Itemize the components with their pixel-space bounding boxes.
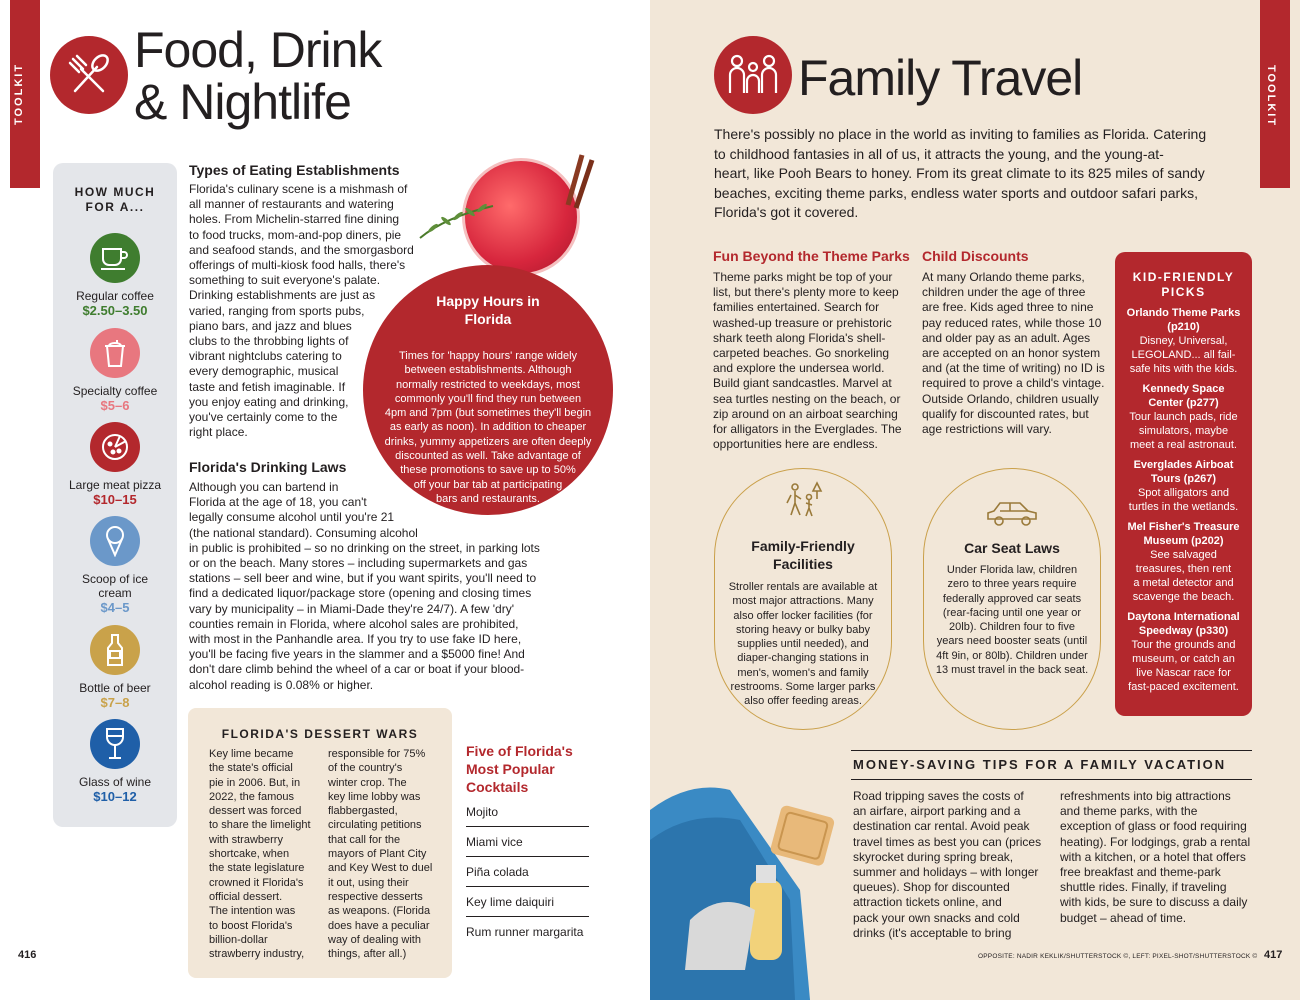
price-item-regular-coffee: Regular coffee $2.50–3.50 [53,233,177,319]
cinnamon-stick-image [560,150,600,210]
eating-heading: Types of Eating Establishments [189,162,400,178]
kid-pick-item: Daytona International Speedway (p330) Tour the grounds and museum, or catch an live Nascar race for fast-paced excitement. [1127,611,1240,693]
price-item-specialty-coffee: Specialty coffee $5–6 [53,328,177,414]
tips-bottom-rule [851,779,1252,780]
child-discounts-body: At many Orlando theme parks, children under the age of three are free. Kids aged three to nine pay reduced rates, while those 10 and older pay as an adult. Ages are accepted on an honor system and (at the time of writing) no ID is required to prove a child's vintage. Outside Orlando, children usually qualify for discounted rates, but age restrictions will vary. [922,270,1105,437]
pizza-icon [90,422,140,472]
wine-glass-icon [90,719,140,769]
car-seat-laws-body: Under Florida law, children zero to three years require federally approved car seats (rear-facing until one year or 20lb). Children four to five years need booster seats (until 4ft 9in, or 80lb). Children under 13 must travel in the back seat. [935,564,1089,677]
page-number-left: 416 [18,949,37,961]
car-seat-laws-callout [923,468,1101,730]
eating-body: Florida's culinary scene is a mishmash of all manner of restaurants and watering holes. From Michelin-starred fine dining to food trucks, mom-and-pop diners, pie and seafood stands, and the smorgasbord offerings of multi-kiosk food halls, there's something to suit everyone's palate. Drinking establishments are just as varied, ranging from sports pubs, piano bars, and jazz and blues clubs to the throbbing lights of vibrant nightclubs catering to every demographic, musical taste and fetish imaginable. If you enjoy eating and drinking, you've certainly come to the right place. [189,182,414,440]
dessert-wars-col2: responsible for 75% of the country's winter crop. The key lime lobby was flabbergasted, circulating petitions that call for the mayors of Plant City and Key West to duel it out, using their respective desserts as weapons. (Florida does have a peculiar way of dealing with things, after all.) [328,748,433,961]
tips-col1: Road tripping saves the costs of an airfare, airport parking and a destination car rental. Avoid peak travel times as best you can (prices skyrocket during spring break, summer and holidays – with longer queues). Shop for discounted attraction tickets online, and pack your own snacks and cold drinks (it's acceptable to bring [853,789,1042,940]
tips-col2: refreshments into big attractions and theme parks, with the exception of glass or food requiring heating). For lodgings, grab a rental with a kitchen, or a hotel that offers free breakfast and theme-park shuttle rides. Finally, if traveling with kids, be sure to discuss a daily budget – ahead of time. [1060,789,1251,925]
list-item: Miami vice [466,827,589,857]
list-item: Piña colada [466,857,589,887]
kid-pick-item: Mel Fisher's Treasure Museum (p202) See salvaged treasures, then rent a metal detector and scavenge the beach. [1127,521,1240,603]
price-item-beer: Bottle of beer $7–8 [53,625,177,711]
child-discounts-section [922,247,1117,437]
fun-beyond-section [713,247,913,452]
price-item-pizza: Large meat pizza $10–15 [53,422,177,508]
rosemary-garnish-image [418,188,498,248]
happy-hours-title: Happy Hours in Florida [436,293,540,327]
drinking-laws-section [189,458,569,693]
price-item-ice-cream: Scoop of ice cream $4–5 [53,516,177,616]
sidebar-heading: HOW MUCH FOR A... [74,185,156,214]
coffee-cup-icon [90,233,140,283]
dessert-wars-col1: Key lime became the state's official pie in 2006. But, in 2022, the famous dessert was forced to share the limelight with strawberry shortcake, when the state legislature crowned it Florida's official dessert. The intention was to boost Florida's billion-dollar strawberry industry, [209,748,311,961]
toolkit-tab-label: TOOLKIT [13,62,26,126]
dessert-wars-heading: FLORIDA'S DESSERT WARS [221,727,419,741]
fun-beyond-body: Theme parks might be top of your list, but there's plenty more to keep families entertained. Search for washed-up treasure or prehistoric shark teeth along Florida's shell- carpeted beaches. Go snorkeling and explore the undersea world. Build giant sandcastles. Marvel at sea turtles nesting on the beach, or zip around on an airboat searching for alligators in the Everglades. The opportunities here are endless. [713,270,902,452]
page-number-right: 417 [1264,949,1283,961]
list-item: Rum runner margarita [466,925,584,939]
fun-beyond-heading: Fun Beyond the Theme Parks [713,248,910,264]
family-icon [714,36,792,114]
toolkit-tab-label: TOOLKIT [1265,64,1278,128]
toolkit-tab-left [10,0,40,188]
child-discounts-heading: Child Discounts [922,248,1029,264]
list-item: Mojito [466,797,589,827]
car-seat-laws-title: Car Seat Laws [964,540,1060,556]
tips-heading: MONEY-SAVING TIPS FOR A FAMILY VACATION [853,757,1227,772]
cocktails-heading: Five of Florida's Most Popular Cocktails [466,743,573,795]
page-title-right: Family Travel [798,50,1083,106]
family-facilities-body: Stroller rentals are available at most major attractions. Many also offer locker facilities (for storing heavy or bulky baby supplies until needed), and diaper-changing stations in men's, women's and family restrooms. Some larger parks also offer feeding areas. [728,581,878,708]
photo-credits: OPPOSITE: NADIR KEKLIK/SHUTTERSTOCK ©, LEFT: PIXEL-SHOT/SHUTTERSTOCK © [978,953,1258,960]
family-facilities-title: Family-Friendly Facilities [751,538,855,572]
kid-pick-item: Orlando Theme Parks (p210) Disney, Universal, LEGOLAND... all fail- safe hits with the kids. [1126,307,1241,375]
kid-pick-item: Everglades Airboat Tours (p267) Spot alligators and turtles in the wetlands. [1128,459,1239,513]
price-sidebar [53,163,177,827]
specialty-coffee-icon [90,328,140,378]
ice-cream-icon [90,516,140,566]
kid-pick-item: Kennedy Space Center (p277) Tour launch pads, ride simulators, maybe meet a real astronaut. [1129,383,1238,451]
dessert-wars-box [188,708,452,978]
price-item-wine: Glass of wine $10–12 [53,719,177,805]
drinking-laws-body: Although you can bartend in Florida at the age of 18, you can't legally consume alcohol until you're 21 (the national standard). Consuming alcohol in public is prohibited – so no drinking on the street, in parking lots or on the beach. Many stores – including supermarkets and gas stations – sell beer and wine, but if you want spirits, you'll need to find a dedicated liquor/package store (opening and closing times vary by municipality – in Miami-Dade they're 24/7). A few 'dry' counties remain in Florida, where alcohol sales are prohibited, with most in the Panhandle area. If you try to use fake ID here, you'll be facing five years in the slammer and a $5000 fine! And don't dare climb behind the wheel of a car or boat if your blood- alcohol reading is 0.08% or higher. [189,480,540,692]
kid-friendly-picks-box [1115,252,1252,716]
page-title-left: Food, Drink & Nightlife [134,22,382,130]
list-item: Key lime daiquiri [466,887,589,917]
cooler-bag-photo [650,770,850,1000]
family-facilities-callout [714,468,892,730]
cocktails-list [466,797,589,946]
kid-picks-heading: KID-FRIENDLY PICKS [1132,270,1235,299]
happy-hours-body: Times for 'happy hours' range widely between establishments. Although normally restricted to weekdays, most commonly you'll find they run between 4pm and 7pm (but sometimes they'll begin as early as noon). In addition to cheaper drinks, yummy appetizers are often deeply discounted as well. Take advantage of these promotions to save up to 50% off your bar tab at participating bars and restaurants. [384,350,592,505]
beer-bottle-icon [90,625,140,675]
family-hiking-icon [781,479,825,523]
drinking-laws-heading: Florida's Drinking Laws [189,459,347,475]
tips-top-rule [851,750,1252,751]
fork-knife-icon [50,36,128,114]
car-icon [984,499,1040,529]
intro-paragraph: There's possibly no place in the world as inviting to families as Florida. Catering to childhood fantasies in all of us, it attracts the young, and the young-at- heart, like Pooh Bears to honey. From its great climate to its 825 miles of sandy beaches, exciting theme parks, endless water sports and outdoor safari parks, Florida's got it covered. [714,126,1207,220]
